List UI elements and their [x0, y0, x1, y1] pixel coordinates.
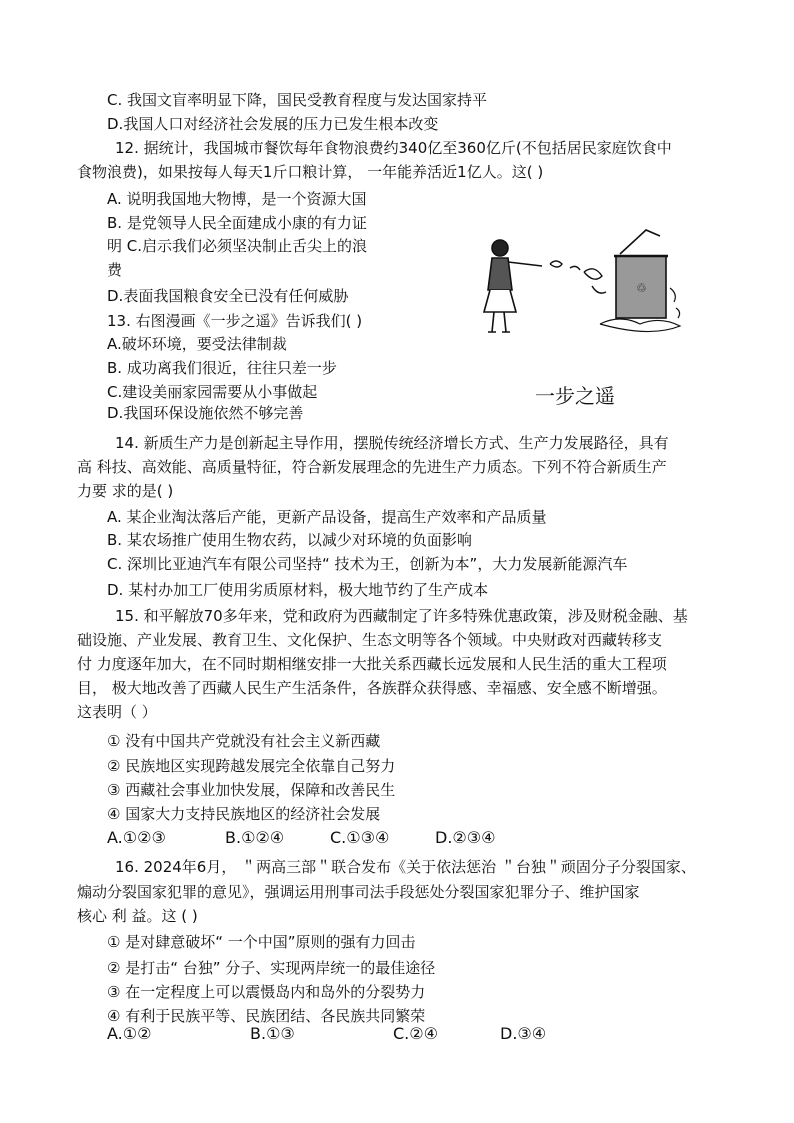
trash-bin	[614, 230, 668, 318]
q13-stem: 13. 右图漫画《一步之遥》告诉我们( )	[107, 312, 363, 330]
q12-option-d: D.表面我国粮食安全已没有任何威胁	[107, 287, 349, 305]
q12-option-b-line1: B. 是党领导人民全面建成小康的有力证	[107, 214, 367, 232]
svg-text:♲: ♲	[636, 281, 647, 295]
q14-option-b: B. 某农场推广使用生物农药，以减少对环境的负面影响	[107, 531, 472, 549]
woman-figure	[484, 240, 542, 332]
q12-option-a: A. 说明我国地大物博，是一个资源大国	[107, 190, 367, 208]
q15-statement-4: ④ 国家大力支持民族地区的经济社会发展	[107, 805, 381, 823]
q13-option-b: B. 成功离我们很近，往往只差一步	[107, 359, 337, 377]
q16-option-c: C.②④	[393, 1024, 438, 1043]
q15-stem-line3: 付 力度逐年加大，在不同时期相继安排一大批关系西藏长远发展和人民生活的重大工程项	[77, 655, 667, 673]
q14-stem-line1: 14. 新质生产力是创新起主导作用，摆脱传统经济增长方式、生产力发展路径，具有	[115, 434, 669, 452]
q14-stem-line2: 高 科技、高效能、高质量特征，符合新发展理念的先进生产力质态。下列不符合新质生产	[77, 458, 667, 476]
q14-option-a: A. 某企业淘汰落后产能，更新产品设备，提高生产效率和产品质量	[107, 508, 547, 526]
q16-stem-line2: 煽动分裂国家犯罪的意见》，强调运用刑事司法手段惩处分裂国家犯罪分子、维护国家	[77, 883, 640, 901]
q15-statement-2: ② 民族地区实现跨越发展完全依靠自己努力	[107, 757, 396, 775]
q11-option-c: C. 我国文盲率明显下降，国民受教育程度与发达国家持平	[107, 91, 488, 109]
q14-stem-line3: 力要 求的是( )	[77, 482, 174, 500]
q12-stem-line2: 食物浪费)，如果按每人每天1斤口粮计算， 一年能养活近1亿人。这( )	[77, 163, 544, 181]
q15-statement-1: ① 没有中国共产党就没有社会主义新西藏	[107, 732, 381, 750]
cartoon-illustration	[470, 228, 690, 338]
q16-stem-line1: 16. 2024年6月， ＂两高三部＂联合发布《关于依法惩治 ＂台独＂顽固分子分裂国家、	[115, 858, 696, 876]
q15-statement-3: ③ 西藏社会事业加快发展，保障和改善民生	[107, 781, 396, 799]
q11-option-d: D.我国人口对经济社会发展的压力已发生根本改变	[107, 115, 439, 133]
q16-statement-2: ② 是打击“ 台独” 分子、实现两岸统一的最佳途径	[107, 959, 436, 977]
q12-stem-line1: 12. 据统计，我国城市餐饮每年食物浪费约340亿至360亿斤(不包括居民家庭饮食中	[115, 139, 672, 157]
q15-option-b: B.①②④	[225, 828, 285, 847]
q15-option-a: A.①②③	[107, 828, 166, 847]
q12-option-b-line3: 费	[107, 261, 123, 279]
q15-option-d: D.②③④	[435, 828, 496, 847]
q15-option-c: C.①③④	[330, 828, 390, 847]
cartoon-caption: 一步之遥	[535, 384, 615, 408]
q15-stem-line2: 础设施、产业发展、教育卫生、文化保护、生态文明等各个领域。中央财政对西藏转移支	[77, 631, 663, 649]
q13-option-a: A.破坏环境，要受法律制裁	[107, 335, 287, 353]
q15-stem-line1: 15. 和平解放70多年来，党和政府为西藏制定了许多特殊优惠政策，涉及财税金融、基	[115, 607, 688, 625]
q15-stem-line4: 目， 极大地改善了西藏人民生产生活条件，各族群众获得感、幸福感、安全感不断增强。	[77, 679, 667, 697]
q15-stem-line5: 这表明（ ）	[77, 703, 157, 721]
q16-stem-line3: 核心 利 益。这 ( )	[77, 907, 198, 925]
q14-option-c: C. 深圳比亚迪汽车有限公司坚持“ 技术为王，创新为本”，大力发展新能源汽车	[107, 555, 628, 573]
q16-option-b: B.①③	[250, 1024, 295, 1043]
thrown-trash	[550, 261, 606, 293]
q16-statement-4: ④ 有利于民族平等、民族团结、各民族共同繁荣	[107, 1007, 426, 1025]
q16-statement-1: ① 是对肆意破坏“ 一个中国”原则的强有力回击	[107, 933, 416, 951]
q12-option-b-line2: 明 C.启示我们必须坚决制止舌尖上的浪	[107, 237, 368, 255]
q16-option-d: D.③④	[500, 1024, 547, 1043]
q16-statement-3: ③ 在一定程度上可以震慑岛内和岛外的分裂势力	[107, 983, 426, 1001]
q16-option-a: A.①②	[107, 1024, 152, 1043]
q13-option-c: C.建设美丽家园需要从小事做起	[107, 383, 318, 401]
q13-option-d: D.我国环保设施依然不够完善	[107, 404, 304, 422]
q14-option-d: D. 某村办加工厂使用劣质原材料，极大地节约了生产成本	[107, 581, 489, 599]
